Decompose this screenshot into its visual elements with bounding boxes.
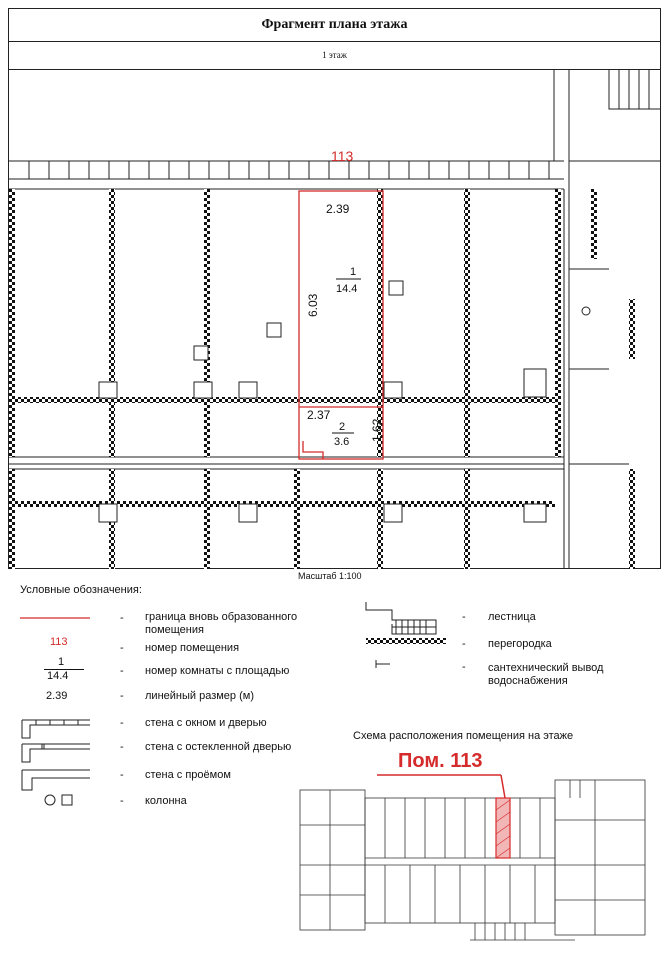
floor-plan-sheet (8, 8, 661, 569)
legend-dash: - (462, 638, 466, 650)
legend-symbols-right (362, 598, 452, 698)
wall-opening-icon (22, 770, 90, 790)
room1-area: 14.4 (336, 283, 358, 295)
room1-height-dimension: 6.03 (306, 293, 320, 317)
room2-area: 3.6 (334, 436, 350, 448)
legend-dash: - (462, 611, 466, 623)
floor-label: 1 этаж (9, 41, 660, 70)
wall-window-door-icon (22, 720, 90, 738)
legend-title: Условные обозначения: (20, 584, 142, 596)
scale-label: Масштаб 1:100 (298, 571, 362, 581)
legend-label-dimension: линейный размер (м) (145, 690, 254, 702)
legend-dash: - (120, 741, 124, 753)
legend-label-boundary: граница вновь образованного помещения (145, 611, 298, 636)
legend-sample-fraction-bottom: 14.4 (47, 670, 69, 682)
room1-width-dimension: 2.39 (326, 202, 350, 216)
legend-sample-fraction-top: 1 (58, 656, 65, 668)
legend-label-wall-window-door: стена с окном и дверью (145, 717, 267, 729)
legend-sample-dimension: 2.39 (46, 690, 68, 702)
legend-label-stairs: лестница (488, 611, 536, 623)
legend-label-partition: перегородка (488, 638, 552, 650)
room1-number: 1 (350, 266, 357, 278)
room2-height-dimension: 1.62 (370, 418, 384, 442)
floor-location-scheme (295, 770, 651, 945)
room2-number: 2 (339, 421, 346, 433)
scheme-room-label: Пом. 113 (398, 750, 483, 772)
legend-label-column: колонна (145, 795, 187, 807)
room2-width-dimension: 2.37 (307, 408, 331, 422)
wall-glazed-door-icon (22, 744, 90, 762)
partition-icon (366, 638, 446, 644)
legend-dash: - (120, 612, 124, 624)
legend-sample-room-number: 113 (50, 636, 68, 648)
corridor-outer-wall (9, 69, 660, 189)
scheme-title: Схема расположения помещения на этаже (353, 730, 574, 742)
plumbing-outlet-icon (376, 660, 390, 668)
room-number-label: 113 (331, 148, 354, 164)
column-icon (45, 795, 72, 805)
legend-dash: - (120, 665, 124, 677)
legend-label-wall-glazed-door: стена с остекленной дверью (145, 741, 292, 753)
floor-plan-drawing (9, 69, 660, 569)
legend-label-room-area: номер комнаты с площадью (145, 665, 290, 677)
stairs-icon (366, 602, 436, 634)
legend-dash: - (120, 642, 124, 654)
legend-dash: - (120, 795, 124, 807)
legend-label-room-number: номер помещения (145, 642, 240, 654)
plan-title: Фрагмент плана этажа (9, 9, 660, 42)
legend-dash: - (462, 661, 466, 673)
legend-dash: - (120, 690, 124, 702)
legend-label-plumbing: сантехнический вывод водоснабжения (488, 662, 604, 687)
legend-dash: - (120, 717, 124, 729)
legend-dash: - (120, 769, 124, 781)
scheme-highlighted-room (496, 798, 510, 858)
legend-label-wall-opening: стена с проёмом (145, 769, 231, 781)
